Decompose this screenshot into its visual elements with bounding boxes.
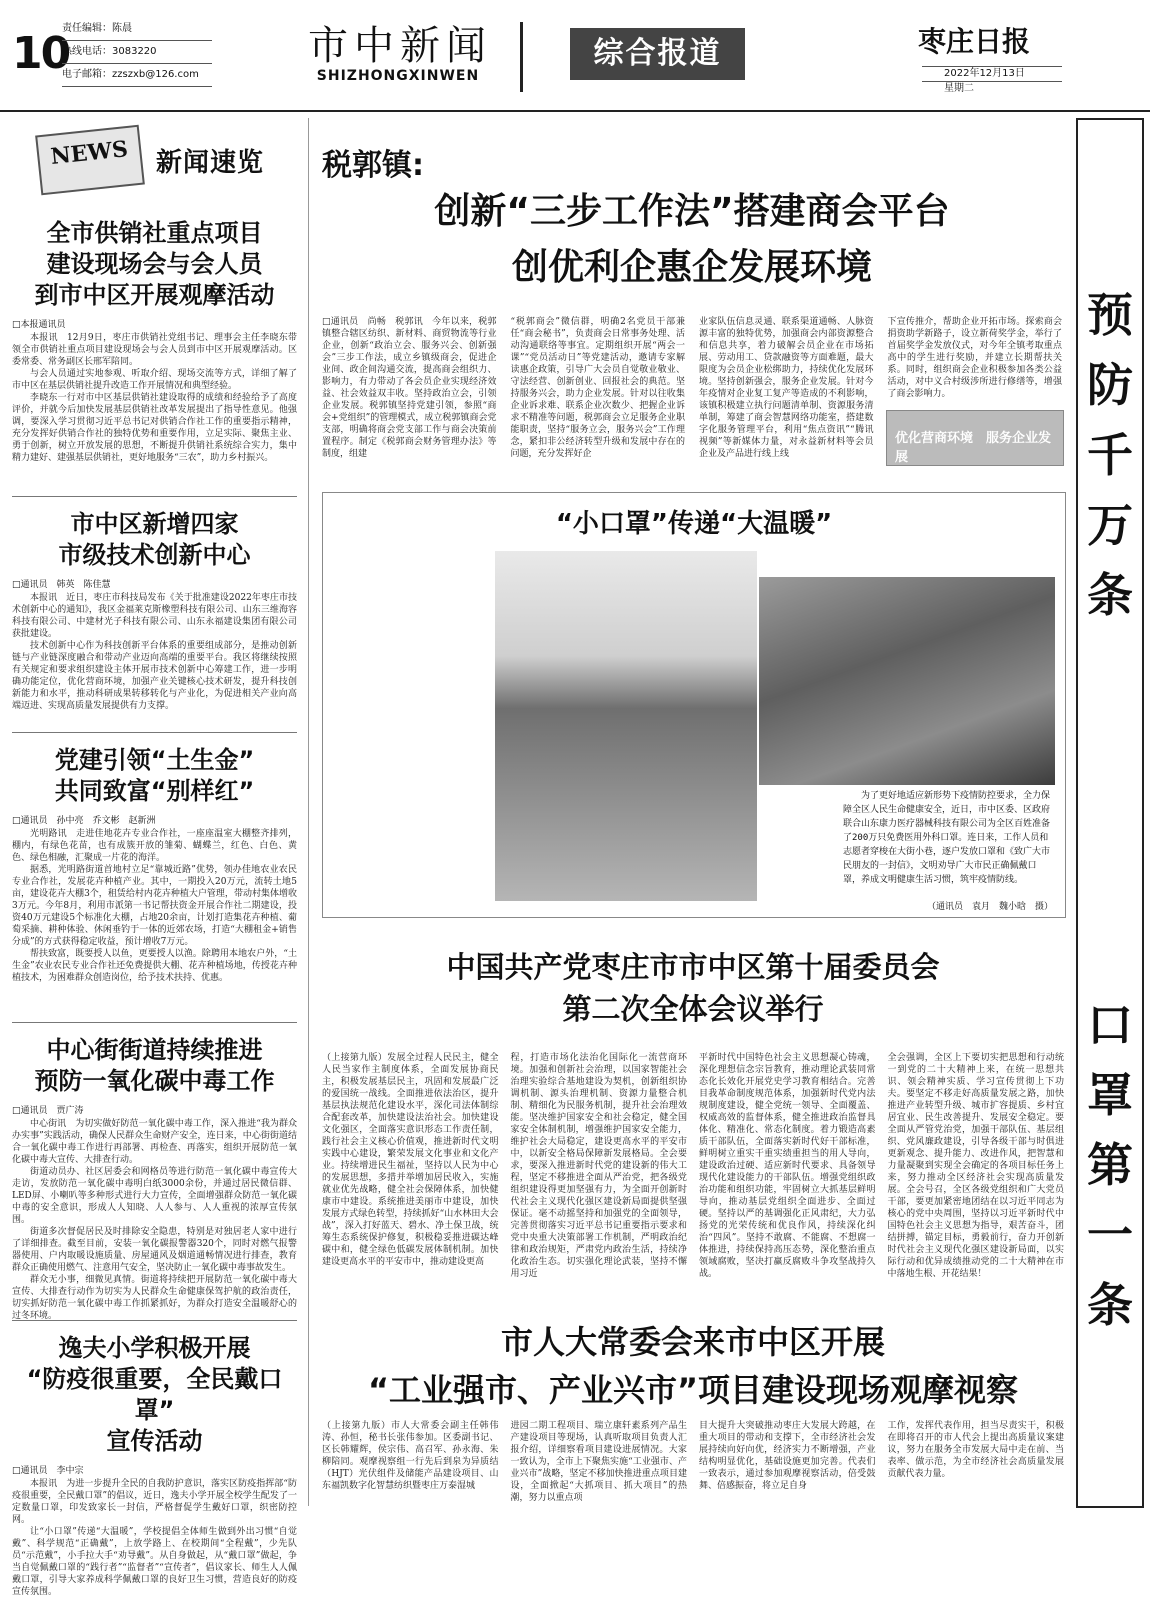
brief-article-2 [12,509,297,733]
paragraph: 李晓东一行对市中区基层供销社建设取得的成绩和经验给予了高度评价，并就今后加快发展基层供销社改革发展提出了指导性意见。他强调，要深入学习贯彻习近平总书记对供销合作社工作的重要指示精神，充分发挥好供销合作社的独特优势和重要作用，立足实际、聚焦主业、勇于创新，树立开放发展的思想，不断提升供销社系统综合实力，集中精力建好、建强基层供销社，更好地服务“三农”，助力乡村振兴。 [12,393,297,463]
title-line: 中心街街道持续推进 [46,1036,263,1064]
masthead-pinyin: SHIZHONGXINWEN [316,68,480,84]
paragraph: 本报讯 为进一步提升全民的自我防护意识，落实区防疫指挥部“防疫很重要，全民戴口罩”的倡议，近日，逸夫小学开展全校学生配发了一定数量口罩，印发致家长一封信，严格督促学生戴好口罩，织密防控网。 [12,1479,297,1525]
promo-text: 优化营商环境 服务企业发展 [895,431,1052,465]
slogan-banner [1076,118,1144,1508]
title-line: 宣传活动 [106,1427,203,1455]
divider [12,496,297,497]
text-column: 业家队伍信息灵通、联系渠道通畅、人脉资源丰富的独特优势，加强商会内部资源整合和信息共享，着力破解会员企业在市场拓展、劳动用工、贷款融资等方面难题，最大限度为会员企业松绑助力，持续优化发展环境。坚持创新强会，服务企业发展。针对今年疫情对企业复工复产等造成的不利影响，该镇积极建立执行问题清单制、资源服务清单制，筹建了商会智慧网络功能室，搭建数字化服务管理平台，利用“焦点资讯”“腾讯视频”等新媒体力量，对永益新材料等会员企业及产品进行线上线 [699,317,874,459]
plenary-headline [322,946,1064,1030]
text-column: 进园二期工程项目、瑞立康轩素系列产品生产建设项目等现场，认真听取项目负责人汇报介绍，详细察看项目建设进展情况。大家一致认为，全市上下聚焦实施“工业强市、产业兴市”战略，坚定不移加快推进重点项目建设，全面掀起“大抓项目、抓大项目”的热潮，努力以重点项 [510,1421,687,1503]
paragraph: 帮扶致富，既要授人以鱼，更要授人以渔。除聘用本地农户外，“土生金”农业农民专业合作社还免费提供大棚、花卉种植场地，传授花卉种植技术，为困难群众创造岗位，给予技术扶持、优惠。 [12,949,297,983]
byline: □通讯员 孙中亮 乔文彬 赵新洲 [12,816,156,826]
text-column: （上接第九版）市人大常委会副主任韩伟涛、孙恒，秘书长张伟参加。区委副书记、区长韩耀辉，侯宗伟、高召军、孙永海、朱柳陪同。观摩视察组一行先后到泉为异质结（HJT）光伏组件及储能产品建设项目、山东福凯数字化智慧纺织暨枣庄万泰湿城 [322,1421,499,1491]
title-line: 全市供销社重点项目 [46,219,263,247]
paragraph: 让“小口罩”传递“大温暖”，学校提倡全体师生做到外出习惯“自觉戴”、科学规范“正确戴”，上放学路上、在校期间“全程戴”，少先队员“示范戴”，小手拉大手“劝导戴”。从自身做起，从“戴口罩”做起，争当自觉佩戴口罩的“践行者”“监督者”“宣传者”，倡议家长、师生人人佩戴口罩，引导大家养成科学佩戴口罩的良好卫生习惯，营造良好的防疫宣传氛围。 [12,1527,297,1597]
npc-inspection-headline [322,1318,1064,1414]
photo-gate-mask-distribution [495,551,757,901]
lead-article-head [322,140,1062,296]
article-title [12,1333,297,1457]
npc-inspection-body [322,1420,1064,1506]
text-column: “税郭商会”微信群，明确2名党员干部兼任“商会秘书”，负责商会日常事务处理、活动沟通联络等事宜。定期组织开展“两会一课”“党员活动日”等党建活动，邀请专家解读惠企政策，引导广大会员自觉敬业敬业、守法经营、创新创业、回报社会的典范。坚持服务兴会，助力企业发展。针对以往收集企业诉求难、联系企业次数少、把握企业诉求不精准等问题，税郭商会立足服务企业职能职责，坚持“服务立会，服务兴会”工作理念，紧扣非公经济转型升级和发展中存在的问题，充分发挥好企 [510,317,685,459]
byline: □通讯员 韩英 陈佳慧 [12,580,111,590]
date: 2022年12月13日 [922,66,1062,81]
article-body [12,592,297,724]
text-column: （上接第九版）发展全过程人民民主，健全人民当家作主制度体系，全面发展协商民主，积极发展基层民主，巩固和发展最广泛的爱国统一战线。全面推进依法治区，提升基层执法规范化建设水平，深化司法体制综合配套改革，加快建设法治社会。加快建设文化强区，全面落实意识形态工作责任制，践行社会主义核心价值观，推进新时代文明实践中心建设，繁荣发展文化事业和文化产业。持续增进民生福祉，坚持以人民为中心的发展思想，多措并举增加居民收入，实施就业优先战略，健全社会保障体系，加快健康市中建设。系统推进美丽市中建设，加快发展方式绿色转型，持续抓好“山水林田大会战”，深入打好蓝天、碧水、净土保卫战，统筹生态系统保护修复，积极稳妥推进碳达峰碳中和，健全绿色低碳发展体制机制。加快建设更高水平的平安市中，推动建设更高 [322,1053,499,1267]
page-header [0,0,1150,100]
divider [12,1022,297,1023]
brief-article-4 [12,1035,297,1321]
headline-line: “工业强市、产业兴市”项目建设现场观摩视察 [367,1371,1019,1409]
page-number: 10 [12,28,70,79]
photo-credit: （通讯员 袁月 魏小晗 摄） [926,902,1053,912]
article-body [12,332,297,488]
text-column: 目大提升大突破推动枣庄大发展大跨越，在重大项目的带动和支撑下，全市经济社会发展持续向好向优，经济实力不断增强，产业结构明显优化，基础设施更加完善。代表们一致表示，通过参加观摩视察活动，倍受鼓舞、倍感振奋，将立足自身 [699,1421,876,1491]
text-column: □通讯员 尚畅 税郭讯 今年以来，税郭镇整合辖区纺织、新材料、商贸物流等行业企业，创新“政治立会、服务兴会、创新强会”三步工作法，成立乡镇级商会，促进企业间、政企间沟通交流，提高商会组织力、影响力，有力带动了各会员企业实现经济效益、社会效益双丰收。坚持政治立会，引领企业发展。税郭镇坚持党建引领，参照“商会+党组织”的管理模式，成立税郭镇商会党支部，明确将商会党支部工作与商会决策前置程序。制定《税郭商会财务管理办法》等制度，组建 [322,317,497,459]
title-line: 市中区新增四家 [70,510,239,538]
photo-caption: 为了更好地适应新形势下疫情防控要求，全力保障全区人民生命健康安全，近日，市中区委、区政府联合山东康力医疗器械科技有限公司为全区百姓准备了200万只免费医用外科口罩。连日来，工作人员和志愿者穿梭在大街小巷，逐户发放口罩和《致广大市民朋友的一封信》，文明劝导广大市民正确佩戴口罩，养成文明健康生活习惯，筑牢疫情防线。 [843,791,1051,885]
article-title [12,218,297,311]
plenary-body [322,1052,1064,1279]
article-title [12,509,297,571]
paper-logo: 枣庄日报 [918,25,1031,58]
header-rule [0,110,1150,112]
headline-line: 市人大常委会来市中区开展 [500,1323,885,1361]
dateline [922,66,1062,96]
paragraph: 据悉，光明路街道首地村立足“靠城近路”优势，领办佳地农业农民专业合作社，发展花卉种植产业。其中，一期投入20万元，流转土地5亩，建设花卉大棚3个，租赁给村内花卉种植大户管理，带动村集体增收3万元。今年8月，利用市派第一书记帮扶资金开展合作社二期建设，投资40万元建设5个标准化大棚，占地20余亩，计划打造集花卉种植、葡萄采摘、耕种体验、休闲垂钓于一体的近郊农场，打造“大棚租金+销售分成”的方式获得稳定收益，预计增收7万元。 [12,865,297,947]
slogan-line-1: 预防千万条 [1087,288,1133,622]
promo-banner [886,410,1064,466]
paragraph: 群众无小事，细微见真情。街道将持续把开展防范一氧化碳中毒大宣传、大排查行动作为切实为人民群众生命健康保驾护航的政治责任，切实抓好防范一氧化碳中毒工作抓紧抓好，为群众打造安全温暖舒心的过冬环境。 [12,1275,297,1321]
newspaper-icon [35,125,145,196]
text-column: 平新时代中国特色社会主义思想凝心铸魂，深化理想信念宗旨教育，推动理论武装同常态化长效化开展党史学习教育相结合。完善目我革命制度规范体系，加强新时代党内法规制度建设，健全党统一领导、全面覆盖、权威高效的监督体系，健全推进政治监督具体化、精准化、常态化制度。着力锻造高素质干部队伍，全面落实新时代好干部标准，鲜明树立重实干重实绩重担当的用人导向，建设政治过硬、适应新时代要求、具备领导现代化建设能力的干部队伍。增强党组织政治功能和组织功能，牢固树立大抓基层鲜明导向，推动基层党组织全面进步、全面过硬。坚持以严的基调强化正风肃纪，大力弘扬党的光荣传统和优良作风，持续深化纠治“四风”。坚持不敢腐、不能腐、不想腐一体推进，持续保持高压态势，深化整治重点领域腐败，坚决打赢反腐败斗争攻坚战持久战。 [699,1053,876,1279]
paragraph: 本报讯 近日，枣庄市科技局发布《关于批准建设2022年枣庄市技术创新中心的通知》，我区金福莱克斯橡塑科技有限公司、山东三维海容科技有限公司、中建材光子科技有限公司、山东永福建设集团有限公司获批建设。 [12,593,297,639]
photo-story [322,492,1066,918]
divider [12,732,297,733]
section-label: 综合报道 [570,28,745,80]
title-line: 到市中区开展观摩活动 [34,281,275,309]
hotline: 热线电话：3083220 [62,41,212,64]
paragraph: 与会人员通过实地参观、听取介绍、现场交流等方式，详细了解了市中区在基层供销社提升改造工作开展情况和典型经验。 [12,369,297,391]
article-title [12,1035,297,1097]
title-line: 逸夫小学积极开展 [58,1334,251,1362]
byline: □通讯员 李中宗 [12,1466,84,1476]
brief-article-5 [12,1333,297,1598]
paragraph: 街道多次督促居民及时排除安全隐患，特别是对独居老人家中进行了详细排查。截至目前，安装一氧化碳报警器320个，同时对燃气报警器使用、户内取暖设施质量、房屋通风及烟道通畅情况进行排查，教育群众正确使用燃气、注意用气安全，坚决防止一氧化碳中毒事故发生。 [12,1227,297,1273]
headline-line: 第二次全体会议举行 [562,992,824,1026]
photo-street-mask-distribution [759,577,1055,785]
news-badge-text: NEWS [49,136,130,171]
news-brief-text: 新闻速览 [156,148,265,178]
article-body [12,1118,297,1321]
weekday: 星期二 [922,81,1062,96]
news-brief-logo [22,118,277,206]
headline-line: 创新“三步工作法”搭建商会平台 [434,191,950,232]
paragraph: 街道动员办、社区居委会和网格员等进行防范一氧化碳中毒宣传大走访，发放防范一氧化碳中毒明白纸3000余份，并通过居民微信群、LED屏、小喇叭等多种形式进行大力宣传，全面增强群众防范一氧化碳中毒的安全意识，形成人人知晓、人人参与、人人重视的浓厚宣传氛围。 [12,1167,297,1225]
article-headline [322,184,1062,296]
email: 电子邮箱：zzszxb@126.com [62,64,212,87]
text-column: 全会强调，全区上下要切实把思想和行动统一到党的二十大精神上来，在统一思想共识、领会精神实质、学习宣传贯彻上下功夫。要坚定不移走好高质量发展之路，加快推进产业转型升级、城市扩容提质、乡村宜居宜业、民生改善提升、发展安全稳定。要全面从严管党治党，加强干部队伍、基层组织、党风廉政建设，引导各级干部与时俱进更新观念、提升能力、改进作风，把智慧和力量凝聚到实现全会确定的各项目标任务上来，努力推动全区经济社会实现高质量发展。全会号召，全区各级党组织和广大党员干部，要更加紧密地团结在以习近平同志为核心的党中央周围，坚持以习近平新时代中国特色社会主义思想为指导，艰苦奋斗，团结拼搏，锚定目标，勇毅前行，奋力开创新时代社会主义现代化强区建设新局面，以实际行动和优异成绩推动党的二十大精神在市中落地生根、开花结果！ [887,1053,1064,1279]
text-column: 程，打造市场化法治化国际化一流营商环境。加强和创新社会治理，以国家智能社会治理实验综合基地建设为契机，创新组织协调机制、源头治理机制、资源力量整合机制、精细化为民服务机制，提升社会治理效能。坚决维护国家安全和社会稳定，健全国家安全体制机制，增强维护国家安全能力，维护社会大局稳定，建设更高水平的平安市中，以新安全格局保障新发展格局。全会要求，要深入推进新时代党的建设新的伟大工程，坚定不移推进全面从严治党，把各级党组织建设得更加坚强有力，为全面开创新时代社会主义现代化强区建设新局面提供坚强保证。毫不动摇坚持和加强党的全面领导，完善贯彻落实习近平总书记重要指示要求和党中央重大决策部署工作机制，严明政治纪律和政治规矩，严肃党内政治生活，持续净化政治生态。切实强化理论武装，坚持不懈用习近 [510,1053,687,1279]
article-title [12,745,297,807]
brief-article-3 [12,745,297,1023]
byline: □通讯员 贾广涛 [12,1106,84,1116]
headline-line: 创优利企惠企发展环境 [511,247,872,288]
news-brief-column [12,118,297,1598]
title-line: 预防一氧化碳中毒工作 [34,1067,275,1095]
title-line: 共同致富“别样红” [54,777,255,805]
editor-info [62,18,212,87]
paragraph: 技术创新中心作为科技创新平台体系的重要组成部分，是推动创新链与产业链深度融合和带动产业迈向高端的重要平台。我区将继续按照有关规定和要求组织建设主体开展市技术创新中心筹建工作，进一步明确功能定位，优化营商环境，加强产业关键核心技术研发，提升科技创新能力和水平，推动科研成果转移转化与产业化，为促进相关产业向高端迈进、实现高质量发展提供有力支撑。 [12,641,297,711]
photo-story-title: “小口罩”传递“大温暖” [555,509,833,539]
byline: □本报通讯员 [12,320,66,330]
paragraph: 光明路讯 走进佳地花卉专业合作社，一座座温室大棚整齐排列，棚内，有绿色花苗，也有成簇开放的雏菊、蝴蝶兰，红色、白色、黄色、绿色相融，汇聚成一片花的海洋。 [12,829,297,863]
headline-line: 中国共产党枣庄市市中区第十届委员会 [446,950,940,984]
column-divider [308,118,309,1506]
title-line: 市级技术创新中心 [58,541,251,569]
masthead-title: 市中新闻 [308,23,492,69]
text-column: 工作，发挥代表作用，担当尽责实干，积极在即将召开的市人代会上提出高质量议案建议，努力在服务全市发展大局中走在前、当表率、做示范，为全市经济社会高质量发展贡献代表力量。 [887,1421,1064,1479]
article-kicker: 税郭镇: [322,148,424,183]
paragraph: 中心街讯 为切实做好防范一氧化碳中毒工作，深入推进“我为群众办实事”实践活动，确保人民群众生命财产安全，连日来，中心街街道结合一氧化碳中毒工作进行再部署、再检查、再落实，组织开展防范一氧化碳中毒大宣传、大排查行动。 [12,1119,297,1165]
slogan-line-2: 口罩第一条 [1087,998,1133,1332]
title-line: “防疫很重要，全民戴口罩” [26,1365,283,1424]
editor-name: 责任编辑：陈晨 [62,18,212,41]
title-line: 建设现场会与会人员 [46,250,263,278]
brief-article-1 [12,218,297,497]
title-line: 党建引领“土生金” [54,746,255,774]
text-column: 下宣传推介，帮助企业开拓市场。探索商会捐资助学新路子，设立新荷奖学金，举行了首届奖学金发放仪式，对今年全镇考取重点高中的学生进行奖励，并建立长期帮扶关系。同时，组织商会企业积极参加各类公益活动，对中义合村级涉所进行修缮等，增强了商会影响力。 [887,317,1062,399]
article-body [12,1478,297,1598]
article-body [12,828,297,1014]
header-divider [520,22,523,92]
paragraph: 本报讯 12月9日，枣庄市供销社党组书记、理事会主任李晓东带领全市供销社重点项目建设现场会与会人员到市中区开展观摩活动。区委常委、常务副区长邢军陪同。 [12,333,297,367]
